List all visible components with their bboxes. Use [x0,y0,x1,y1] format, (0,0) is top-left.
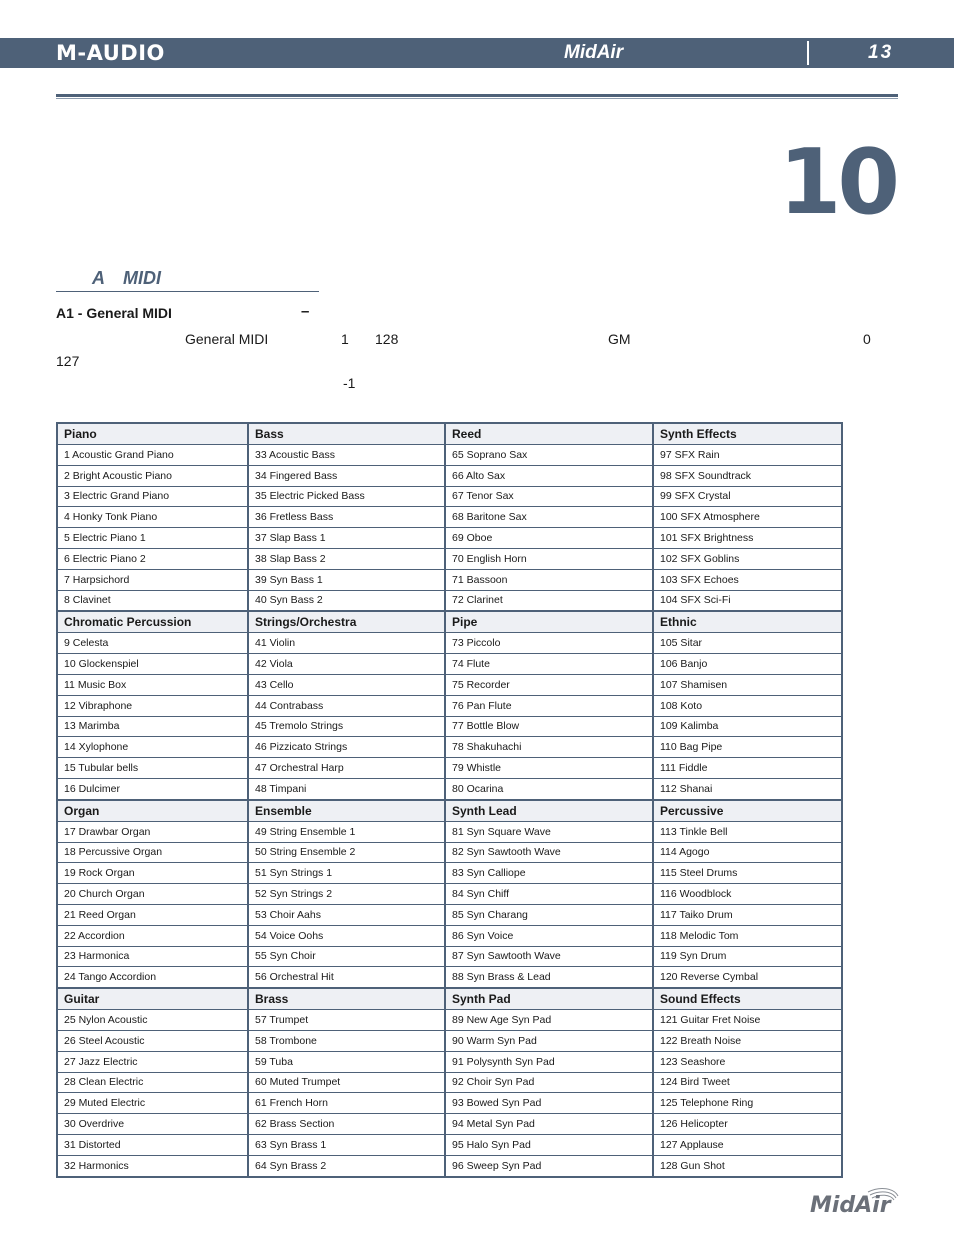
category-header: Brass [248,988,445,1010]
program-cell: 22 Accordion [57,925,248,946]
program-cell: 10 Glockenspiel [57,654,248,675]
program-cell: 107 Shamisen [653,674,842,695]
program-cell: 60 Muted Trumpet [248,1072,445,1093]
program-cell: 93 Bowed Syn Pad [445,1093,653,1114]
program-cell: 52 Syn Strings 2 [248,884,445,905]
category-header: Guitar [57,988,248,1010]
program-cell: 121 Guitar Fret Noise [653,1010,842,1031]
program-cell: 39 Syn Bass 1 [248,569,445,590]
program-cell: 114 Agogo [653,842,842,863]
program-cell: 53 Choir Aahs [248,904,445,925]
category-header: Pipe [445,611,653,633]
program-cell: 38 Slap Bass 2 [248,548,445,569]
program-cell: 13 Marimba [57,716,248,737]
table-row [57,842,842,863]
program-cell: 37 Slap Bass 1 [248,528,445,549]
paragraph-number-127: 127 [56,353,80,369]
program-cell: 88 Syn Brass & Lead [445,967,653,988]
table-row [57,507,842,528]
program-cell: 80 Ocarina [445,778,653,799]
program-cell: 35 Electric Picked Bass [248,486,445,507]
program-cell: 77 Bottle Blow [445,716,653,737]
table-row [57,925,842,946]
program-cell: 32 Harmonics [57,1155,248,1176]
program-cell: 6 Electric Piano 2 [57,548,248,569]
program-cell: 122 Breath Noise [653,1030,842,1051]
program-cell: 42 Viola [248,654,445,675]
program-cell: 79 Whistle [445,758,653,779]
chapter-number: 10 [778,130,896,235]
table-row [57,548,842,569]
program-cell: 108 Koto [653,695,842,716]
program-cell: 1 Acoustic Grand Piano [57,445,248,466]
program-cell: 74 Flute [445,654,653,675]
program-cell: 4 Honky Tonk Piano [57,507,248,528]
product-name: MidAir [564,42,624,63]
program-cell: 115 Steel Drums [653,863,842,884]
section-dash: – [301,303,310,320]
program-cell: 67 Tenor Sax [445,486,653,507]
program-cell: 43 Cello [248,674,445,695]
category-header-row [57,423,842,445]
program-cell: 59 Tuba [248,1051,445,1072]
program-cell: 26 Steel Acoustic [57,1030,248,1051]
table-row [57,569,842,590]
program-cell: 56 Orchestral Hit [248,967,445,988]
program-cell: 36 Fretless Bass [248,507,445,528]
program-cell: 106 Banjo [653,654,842,675]
program-cell: 125 Telephone Ring [653,1093,842,1114]
category-header: Organ [57,800,248,822]
program-cell: 18 Percussive Organ [57,842,248,863]
table-row [57,1093,842,1114]
category-header: Percussive [653,800,842,822]
program-cell: 109 Kalimba [653,716,842,737]
program-cell: 28 Clean Electric [57,1072,248,1093]
program-cell: 49 String Ensemble 1 [248,821,445,842]
category-header: Synth Effects [653,423,842,445]
program-cell: 70 English Horn [445,548,653,569]
program-cell: 61 French Horn [248,1093,445,1114]
program-cell: 50 String Ensemble 2 [248,842,445,863]
category-header-row [57,611,842,633]
program-cell: 62 Brass Section [248,1114,445,1135]
header-divider [807,41,809,65]
program-cell: 48 Timpani [248,778,445,799]
category-header: Bass [248,423,445,445]
program-cell: 127 Applause [653,1134,842,1155]
page-header-bar [0,38,954,68]
table-row [57,1010,842,1031]
program-cell: 24 Tango Accordion [57,967,248,988]
program-cell: 11 Music Box [57,674,248,695]
table-row [57,633,842,654]
category-header: Reed [445,423,653,445]
program-cell: 118 Melodic Tom [653,925,842,946]
table-row [57,716,842,737]
program-cell: 110 Bag Pipe [653,737,842,758]
category-header: Sound Effects [653,988,842,1010]
program-cell: 87 Syn Sawtooth Wave [445,946,653,967]
program-cell: 124 Bird Tweet [653,1072,842,1093]
program-cell: 30 Overdrive [57,1114,248,1135]
program-cell: 86 Syn Voice [445,925,653,946]
program-cell: 58 Trombone [248,1030,445,1051]
program-cell: 69 Oboe [445,528,653,549]
program-cell: 64 Syn Brass 2 [248,1155,445,1176]
program-cell: 21 Reed Organ [57,904,248,925]
table-row [57,967,842,988]
program-cell: 12 Vibraphone [57,695,248,716]
program-cell: 113 Tinkle Bell [653,821,842,842]
program-cell: 71 Bassoon [445,569,653,590]
program-cell: 112 Shanai [653,778,842,799]
program-cell: 57 Trumpet [248,1010,445,1031]
table-row [57,863,842,884]
program-cell: 16 Dulcimer [57,778,248,799]
paragraph-gm: GM [608,331,631,347]
category-header: Synth Lead [445,800,653,822]
table-row [57,778,842,799]
program-cell: 31 Distorted [57,1134,248,1155]
program-cell: 65 Soprano Sax [445,445,653,466]
table-row [57,946,842,967]
program-cell: 45 Tremolo Strings [248,716,445,737]
program-cell: 20 Church Organ [57,884,248,905]
program-cell: 126 Helicopter [653,1114,842,1135]
program-cell: 14 Xylophone [57,737,248,758]
program-cell: 41 Violin [248,633,445,654]
program-cell: 94 Metal Syn Pad [445,1114,653,1135]
program-cell: 89 New Age Syn Pad [445,1010,653,1031]
program-cell: 105 Sitar [653,633,842,654]
brand-logo: M-AUDIO [56,41,165,65]
program-cell: 44 Contrabass [248,695,445,716]
program-cell: 46 Pizzicato Strings [248,737,445,758]
header-rule [56,94,898,97]
program-cell: 117 Taiko Drum [653,904,842,925]
program-cell: 47 Orchestral Harp [248,758,445,779]
program-cell: 72 Clarinet [445,590,653,611]
program-cell: 33 Acoustic Bass [248,445,445,466]
program-cell: 15 Tubular bells [57,758,248,779]
program-cell: 73 Piccolo [445,633,653,654]
category-header-row [57,988,842,1010]
program-cell: 3 Electric Grand Piano [57,486,248,507]
table-row [57,884,842,905]
paragraph-number-128: 128 [375,331,399,347]
program-cell: 85 Syn Charang [445,904,653,925]
table-row [57,445,842,466]
program-cell: 84 Syn Chiff [445,884,653,905]
program-cell: 104 SFX Sci-Fi [653,590,842,611]
table-row [57,590,842,611]
program-cell: 97 SFX Rain [653,445,842,466]
program-cell: 111 Fiddle [653,758,842,779]
category-header: Piano [57,423,248,445]
footer-logo-text: MidAir [810,1193,891,1218]
table-row [57,1155,842,1176]
section-heading: A1 - General MIDI [56,305,172,321]
program-cell: 102 SFX Goblins [653,548,842,569]
general-midi-program-table [56,422,843,1178]
program-cell: 25 Nylon Acoustic [57,1010,248,1031]
program-cell: 23 Harmonica [57,946,248,967]
program-cell: 100 SFX Atmosphere [653,507,842,528]
program-cell: 91 Polysynth Syn Pad [445,1051,653,1072]
program-cell: 54 Voice Oohs [248,925,445,946]
program-cell: 19 Rock Organ [57,863,248,884]
table-row [57,465,842,486]
paragraph-general-midi: General MIDI [185,331,269,347]
midair-logo-icon [808,1186,900,1218]
program-cell: 27 Jazz Electric [57,1051,248,1072]
program-cell: 51 Syn Strings 1 [248,863,445,884]
table-row [57,654,842,675]
appendix-rule [56,291,319,292]
paragraph-minus-1: -1 [343,375,356,391]
table-row [57,674,842,695]
appendix-heading [92,268,161,289]
program-cell: 5 Electric Piano 1 [57,528,248,549]
program-cell: 116 Woodblock [653,884,842,905]
program-cell: 68 Baritone Sax [445,507,653,528]
program-cell: 128 Gun Shot [653,1155,842,1176]
appendix-letter: A [92,268,105,288]
program-cell: 119 Syn Drum [653,946,842,967]
table-row [57,1030,842,1051]
table-row [57,1114,842,1135]
category-header: Ethnic [653,611,842,633]
category-header: Synth Pad [445,988,653,1010]
paragraph-number-0: 0 [863,331,871,347]
table-row [57,904,842,925]
table-row [57,695,842,716]
program-cell: 78 Shakuhachi [445,737,653,758]
program-cell: 81 Syn Square Wave [445,821,653,842]
program-cell: 120 Reverse Cymbal [653,967,842,988]
program-cell: 17 Drawbar Organ [57,821,248,842]
program-cell: 76 Pan Flute [445,695,653,716]
category-header-row [57,800,842,822]
appendix-title: MIDI [123,268,161,288]
category-header: Ensemble [248,800,445,822]
program-cell: 29 Muted Electric [57,1093,248,1114]
table-row [57,737,842,758]
program-cell: 98 SFX Soundtrack [653,465,842,486]
program-cell: 40 Syn Bass 2 [248,590,445,611]
program-cell: 95 Halo Syn Pad [445,1134,653,1155]
table-row [57,821,842,842]
page-number: 13 [868,42,894,63]
program-cell: 90 Warm Syn Pad [445,1030,653,1051]
program-cell: 82 Syn Sawtooth Wave [445,842,653,863]
table-row [57,528,842,549]
program-cell: 63 Syn Brass 1 [248,1134,445,1155]
table-row [57,486,842,507]
program-cell: 99 SFX Crystal [653,486,842,507]
table-row [57,1134,842,1155]
program-cell: 55 Syn Choir [248,946,445,967]
program-cell: 96 Sweep Syn Pad [445,1155,653,1176]
program-cell: 103 SFX Echoes [653,569,842,590]
program-cell: 8 Clavinet [57,590,248,611]
program-cell: 83 Syn Calliope [445,863,653,884]
program-cell: 9 Celesta [57,633,248,654]
category-header: Chromatic Percussion [57,611,248,633]
header-rule-thin [56,98,898,99]
category-header: Strings/Orchestra [248,611,445,633]
program-cell: 2 Bright Acoustic Piano [57,465,248,486]
table-row [57,1051,842,1072]
program-cell: 92 Choir Syn Pad [445,1072,653,1093]
program-cell: 75 Recorder [445,674,653,695]
program-cell: 101 SFX Brightness [653,528,842,549]
paragraph-number-1: 1 [341,331,349,347]
program-cell: 7 Harpsichord [57,569,248,590]
program-cell: 66 Alto Sax [445,465,653,486]
program-cell: 34 Fingered Bass [248,465,445,486]
program-cell: 123 Seashore [653,1051,842,1072]
table-row [57,1072,842,1093]
table-row [57,758,842,779]
